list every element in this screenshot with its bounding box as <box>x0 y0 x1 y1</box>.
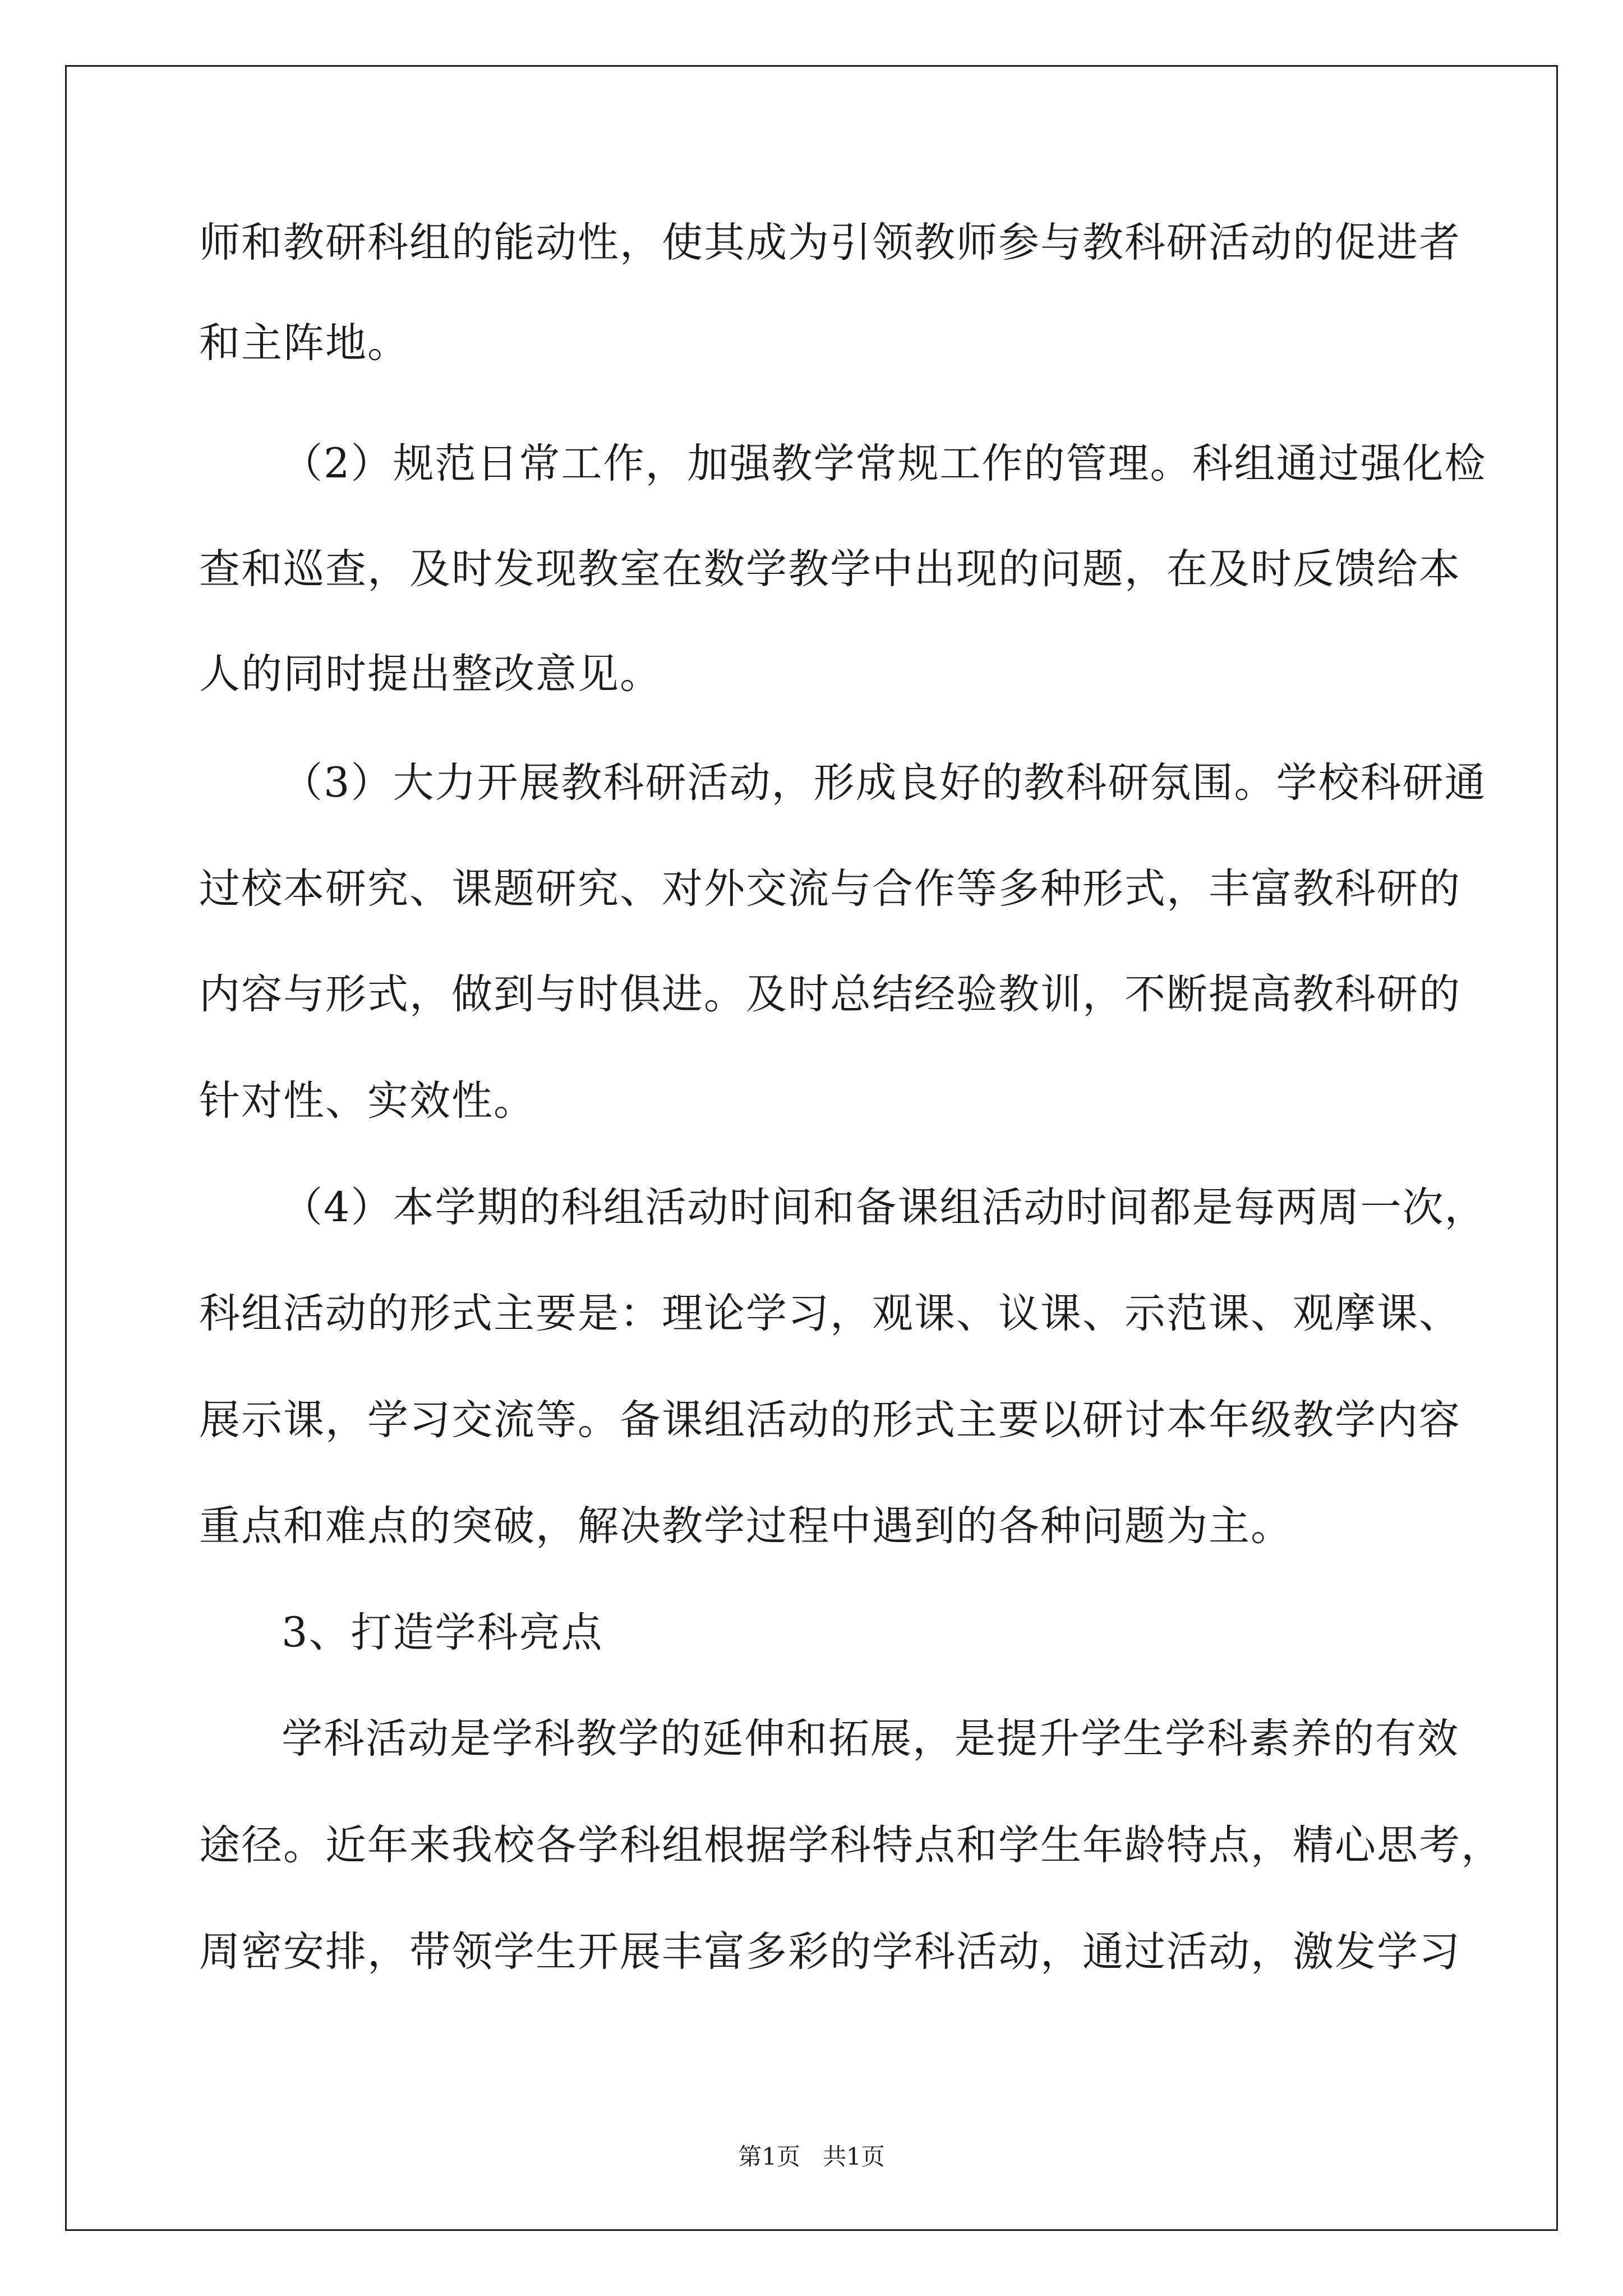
text-line: 查和巡查，及时发现教室在数学教学中出现的问题，在及时反馈给本 <box>199 545 1461 593</box>
text-line: 过校本研究、课题研究、对外交流与合作等多种形式，丰富教科研的 <box>199 865 1461 913</box>
text-line: 途径。近年来我校各学科组根据学科特点和学生年龄特点，精心思考， <box>199 1821 1503 1869</box>
paragraph-start-line: 学科活动是学科教学的延伸和拓展，是提升学生学科素养的有效 <box>282 1715 1459 1763</box>
text-line: 展示课，学习交流等。备课组活动的形式主要以研讨本年级教学内容 <box>199 1396 1461 1444</box>
text-line: 重点和难点的突破，解决教学过程中遇到的各种问题为主。 <box>199 1502 1293 1550</box>
paragraph-start-line: （2）规范日常工作，加强教学常规工作的管理。科组通过强化检 <box>282 440 1487 487</box>
paragraph-start-line: （3）大力开展教科研活动，形成良好的教科研氛围。学校科研通 <box>282 759 1487 807</box>
page-border <box>65 65 1558 2231</box>
text-line: 科组活动的形式主要是：理论学习，观课、议课、示范课、观摩课、 <box>199 1290 1461 1337</box>
text-line: 师和教研科组的能动性，使其成为引领教师参与教科研活动的促进者 <box>199 219 1461 266</box>
section-heading: 3、打造学科亮点 <box>282 1609 603 1657</box>
text-line: 和主阵地。 <box>199 319 409 367</box>
page-number: 第1页 <box>738 2143 800 2170</box>
text-line: 内容与形式，做到与时俱进。及时总结经验教训，不断提高教科研的 <box>199 970 1461 1018</box>
text-line: 人的同时提出整改意见。 <box>199 650 662 698</box>
text-line: 针对性、实效性。 <box>199 1077 536 1125</box>
page-footer <box>0 2143 1623 2171</box>
paragraph-start-line: （4）本学期的科组活动时间和备课组活动时间都是每两周一次， <box>282 1184 1487 1231</box>
text-line: 周密安排，带领学生开展丰富多彩的学科活动，通过活动，激发学习 <box>199 1928 1461 1976</box>
page-total: 共1页 <box>823 2143 885 2170</box>
